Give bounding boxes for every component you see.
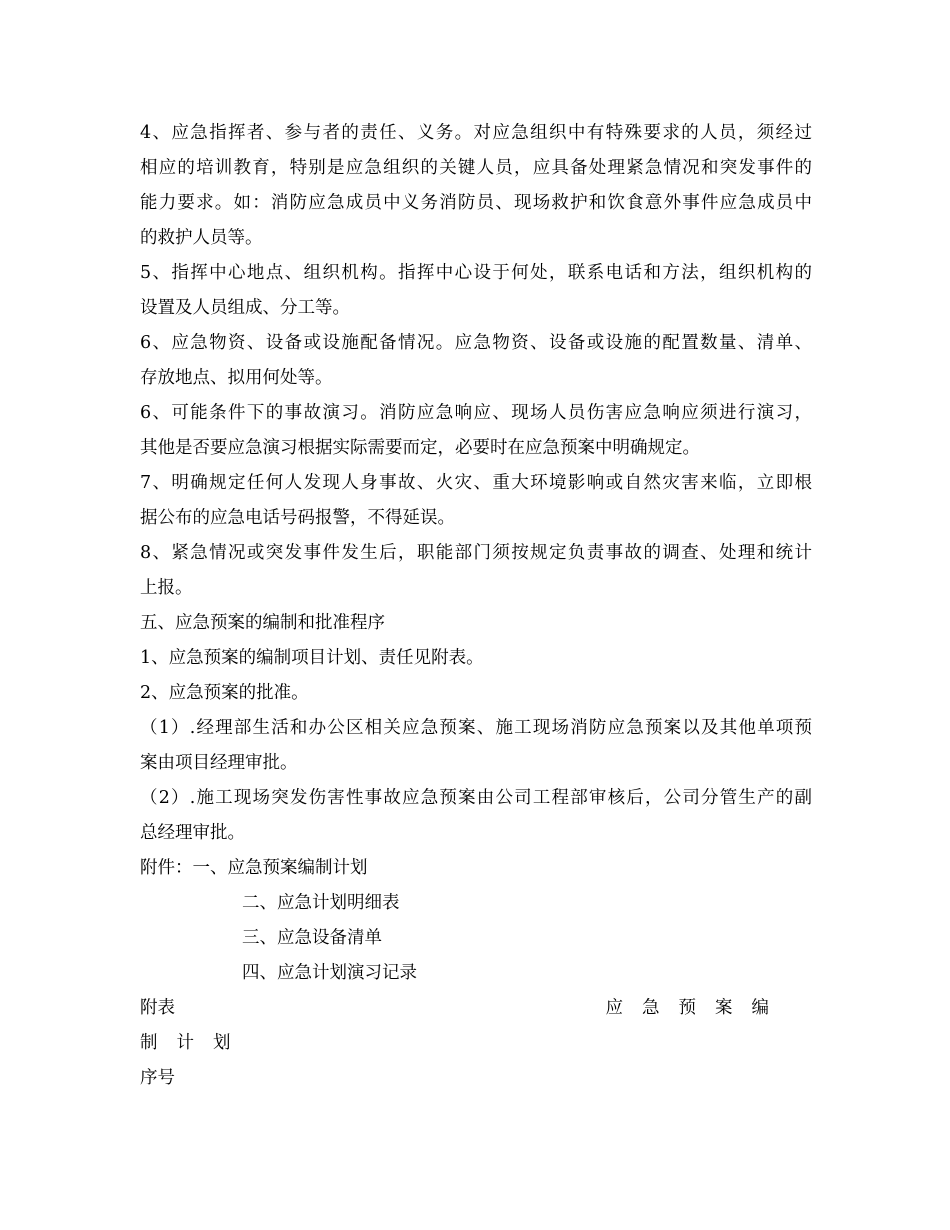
paragraph-s5-item1 <box>140 641 812 676</box>
paragraph-item8 <box>140 536 812 606</box>
paragraph-item5 <box>140 256 812 326</box>
paragraph-s5-sub2 <box>140 781 812 851</box>
appendix-title-part1: 应急预案编 <box>605 998 788 1018</box>
attachments-label: 附件： <box>140 858 193 878</box>
attachment-item: 四、应急计划演习记录 <box>242 963 417 983</box>
text-line: 上报。 <box>140 578 193 598</box>
appendix-label: 附表 <box>140 998 175 1018</box>
section-title: 五、应急预案的编制和批准程序 <box>140 613 385 633</box>
document-body <box>140 116 812 1096</box>
text-line: 据公布的应急电话号码报警，不得延误。 <box>140 508 455 528</box>
text-line: 案由项目经理审批。 <box>140 753 298 773</box>
text-line: 存放地点、拟用何处等。 <box>140 368 333 388</box>
text-line: 设置及人员组成、分工等。 <box>140 298 350 318</box>
attachment-item: 三、应急设备清单 <box>242 928 382 948</box>
text-line: 能力要求。如：消防应急成员中义务消防员、现场救护和饮食意外事件应急成员中 <box>140 193 812 213</box>
appendix-column-seq: 序号 <box>140 1068 175 1088</box>
paragraph-s5-sub1 <box>140 711 812 781</box>
paragraph-s5-item2 <box>140 676 812 711</box>
section-heading <box>140 606 812 641</box>
text-line: 4、应急指挥者、参与者的责任、义务。对应急组织中有特殊要求的人员，须经过 <box>140 123 812 143</box>
text-line: 6、可能条件下的事故演习。消防应急响应、现场人员伤害应急响应须进行演习， <box>140 403 812 423</box>
attachment-first-line <box>140 851 812 886</box>
appendix-title-part2: 制计划 <box>140 1033 250 1053</box>
text-line: （2）.施工现场突发伤害性事故应急预案由公司工程部审核后，公司分管生产的副 <box>140 788 812 808</box>
text-line: 2、应急预案的批准。 <box>140 683 309 703</box>
text-line: 6、应急物资、设备或设施配备情况。应急物资、设备或设施的配置数量、清单、 <box>140 333 812 353</box>
text-line: 相应的培训教育，特别是应急组织的关键人员，应具备处理紧急情况和突发事件的 <box>140 158 812 178</box>
attachments-list <box>140 851 812 991</box>
paragraph-item6-drills <box>140 396 812 466</box>
paragraph-item4 <box>140 116 812 256</box>
text-line: 1、应急预案的编制项目计划、责任见附表。 <box>140 648 484 668</box>
appendix-header-row <box>140 991 812 1026</box>
text-line: 5、指挥中心地点、组织机构。指挥中心设于何处，联系电话和方法，组织机构的 <box>140 263 812 283</box>
paragraph-item7 <box>140 466 812 536</box>
text-line: 8、紧急情况或突发事件发生后，职能部门须按规定负责事故的调查、处理和统计 <box>140 543 812 563</box>
text-line: 的救护人员等。 <box>140 228 263 248</box>
attachment-item: 一、应急预案编制计划 <box>192 858 368 878</box>
text-line: 其他是否要应急演习根据实际需要而定，必要时在应急预案中明确规定。 <box>140 438 700 458</box>
attachment-item: 二、应急计划明细表 <box>242 893 400 913</box>
text-line: 7、明确规定任何人发现人身事故、火灾、重大环境影响或自然灾害来临，立即根 <box>140 473 812 493</box>
text-line: 总经理审批。 <box>140 823 245 843</box>
text-line: （1）.经理部生活和办公区相关应急预案、施工现场消防应急预案以及其他单项预 <box>140 718 812 738</box>
paragraph-item6-resources <box>140 326 812 396</box>
